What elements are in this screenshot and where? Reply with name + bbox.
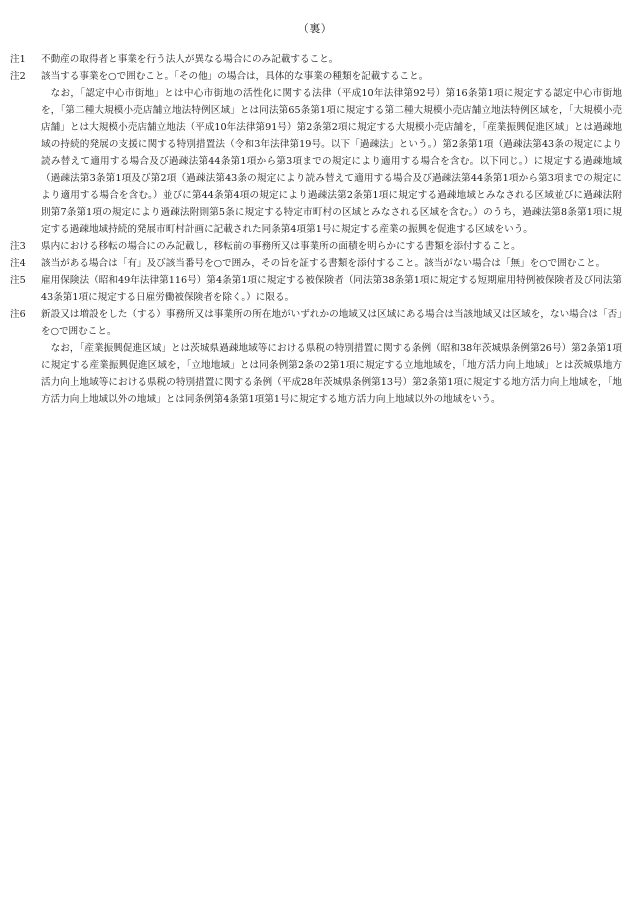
note-paragraph: 新設又は増設をした（する）事務所又は事業所の所在地がいずれかの地域又は区域にある場合は当該地域又は区域を，ない場合は「否」を○で囲むこと。 [41, 309, 622, 337]
note-2 [10, 68, 622, 238]
note-label: 注5 [10, 275, 26, 286]
note-label: 注6 [10, 309, 26, 320]
note-label: 注2 [10, 71, 26, 82]
note-paragraph: 雇用保険法（昭和49年法律第116号）第4条第1項に規定する被保険者（同法第38条第1項に規定する短期雇用特例被保険者及び同法第43条第1項に規定する日雇労働被保険者を除く。）に限る。 [41, 275, 622, 303]
note-paragraph: 不動産の取得者と事業を行う法人が異なる場合にのみ記載すること。 [41, 54, 339, 65]
note-paragraph-detail: なお，「認定中心市街地」とは中心市街地の活性化に関する法律（平成10年法律第92号）第16条第1項に規定する認定中心市街地を，「第二種大規模小売店舗立地法特例区域」とは同法第65条第1項に規定する第二種大規模小売店舗立地法特例区域を，「大規模小売店舗」とは大規模小売店舗立地法（平成10年法律第91号）第2条第2項に規定する大規模小売店舗を，「産業振興促進区域」とは過疎地域の持続的発展の支援に関する特別措置法（令和3年法律第19号。以下「過疎法」という。）第2条第1項（過疎法第43条の規定により読み替えて適用する場合及び過疎法第44条第1項から第3項までの規定により適用する場合を含む。以下同じ。）に規定する過疎地域（過疎法第3条第1項及び第2項（過疎法第43条の規定により読み替えて適用する場合及び過疎法第44条第1項から第3項までの規定により適用する場合を含む。）並びに第44条第4項の規定により過疎法第2条第1項に規定する過疎地域とみなされる区域並びに過疎法附則第7条第1項の規定により過疎法附則第5条に規定する特定市町村の区域とみなされる区域を含む。）のうち，過疎法第8条第1項に規定する過疎地域持続的発展市町村計画に記載された同条第4項第1号に規定する産業の振興を促進する区域をいう。 [41, 88, 622, 235]
note-6 [10, 306, 622, 408]
note-label: 注3 [10, 241, 26, 252]
note-body [41, 255, 622, 272]
note-label: 注4 [10, 258, 26, 269]
note-paragraph-detail: なお，「産業振興促進区域」とは茨城県過疎地域等における県税の特別措置に関する条例（昭和38年茨城県条例第26号）第2条第1項に規定する産業振興促進区域を，「立地地域」とは同条例第2条の2第1項に規定する立地地域を，「地方活力向上地域」とは茨城県地方活力向上地域等における県税の特別措置に関する条例（平成28年茨城県条例第13号）第2条第1項に規定する地方活力向上地域を，「地方活力向上地域以外の地域」とは同条例第4条第1項第1号に規定する地方活力向上地域以外の地域をいう。 [41, 343, 622, 405]
note-paragraph: 県内における移転の場合にのみ記載し，移転前の事務所又は事業所の面積を明らかにする書類を添付すること。 [41, 241, 521, 252]
note-3 [10, 238, 622, 255]
note-5 [10, 272, 622, 306]
note-paragraph: 該当する事業を○で囲むこと。「その他」の場合は，具体的な事業の種類を記載すること。 [41, 71, 429, 82]
note-body [41, 51, 622, 68]
note-label: 注1 [10, 54, 26, 65]
note-body [41, 68, 622, 238]
notes-list [10, 51, 622, 408]
note-body [41, 272, 622, 306]
page-title: （裏） [297, 22, 333, 35]
note-body [41, 238, 622, 255]
note-1 [10, 51, 622, 68]
note-4 [10, 255, 622, 272]
note-paragraph: 該当がある場合は「有」及び該当番号を○で囲み，その旨を証する書類を添付すること。該当がない場合は「無」を○で囲むこと。 [41, 258, 606, 269]
note-body [41, 306, 622, 408]
